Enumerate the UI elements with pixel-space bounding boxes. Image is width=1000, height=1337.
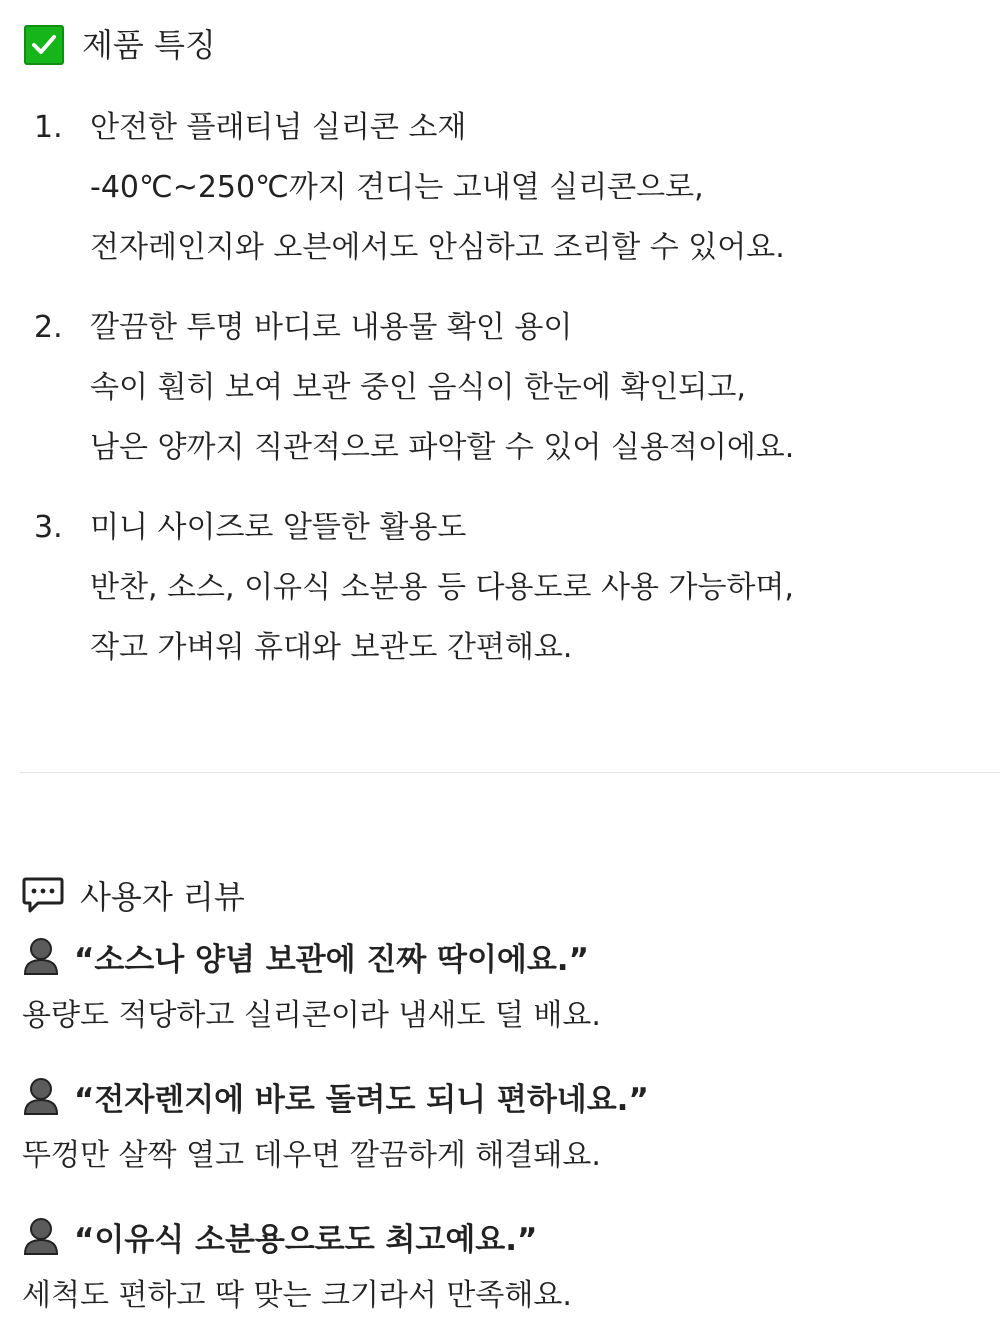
review-quote: “이유식 소분용으로도 최고예요.” xyxy=(74,1221,538,1258)
reviews-list xyxy=(22,926,982,1326)
feature-description-line: 작고 가벼워 휴대와 보관도 간편해요. xyxy=(90,630,573,665)
features-list xyxy=(34,98,974,678)
check-mark-box-icon xyxy=(24,25,64,65)
reviews-heading-text: 사용자 리뷰 xyxy=(80,878,245,916)
review-body: 용량도 적당하고 실리콘이라 냄새도 덜 배요. xyxy=(22,998,601,1033)
review-item xyxy=(22,1206,982,1326)
feature-item xyxy=(34,498,974,678)
features-heading-text: 제품 특징 xyxy=(82,26,216,64)
feature-number: 3. xyxy=(34,510,63,545)
review-body: 세척도 편하고 딱 맞는 크기라서 만족해요. xyxy=(22,1278,572,1313)
review-item xyxy=(22,1066,982,1186)
feature-item xyxy=(34,298,974,478)
feature-description-line: 남은 양까지 직관적으로 파악할 수 있어 실용적이에요. xyxy=(90,430,795,465)
review-quote-row xyxy=(22,1206,982,1266)
person-icon xyxy=(22,1216,60,1256)
feature-description-line: 전자레인지와 오븐에서도 안심하고 조리할 수 있어요. xyxy=(90,230,785,265)
review-quote-row xyxy=(22,926,982,986)
feature-item xyxy=(34,98,974,278)
person-icon xyxy=(22,936,60,976)
review-item xyxy=(22,926,982,1046)
review-quote: “전자렌지에 바로 돌려도 되니 편하네요.” xyxy=(74,1081,649,1118)
review-quote-row xyxy=(22,1066,982,1126)
feature-title: 안전한 플래티넘 실리콘 소재 xyxy=(90,110,467,145)
feature-number: 2. xyxy=(34,310,63,345)
review-quote: “소스나 양념 보관에 진짜 딱이에요.” xyxy=(74,941,589,978)
reviews-heading xyxy=(22,870,245,920)
feature-title: 깔끔한 투명 바디로 내용물 확인 용이 xyxy=(90,310,573,345)
feature-number: 1. xyxy=(34,110,63,145)
feature-description-line: 속이 훤히 보여 보관 중인 음식이 한눈에 확인되고, xyxy=(90,370,746,405)
section-divider xyxy=(20,772,1000,773)
features-heading xyxy=(24,20,216,70)
speech-bubble-icon xyxy=(22,875,64,915)
person-icon xyxy=(22,1076,60,1116)
feature-title: 미니 사이즈로 알뜰한 활용도 xyxy=(90,510,467,545)
feature-description-line: -40℃~250℃까지 견디는 고내열 실리콘으로, xyxy=(90,170,704,205)
feature-description-line: 반찬, 소스, 이유식 소분용 등 다용도로 사용 가능하며, xyxy=(90,570,794,605)
review-body: 뚜껑만 살짝 열고 데우면 깔끔하게 해결돼요. xyxy=(22,1138,601,1173)
